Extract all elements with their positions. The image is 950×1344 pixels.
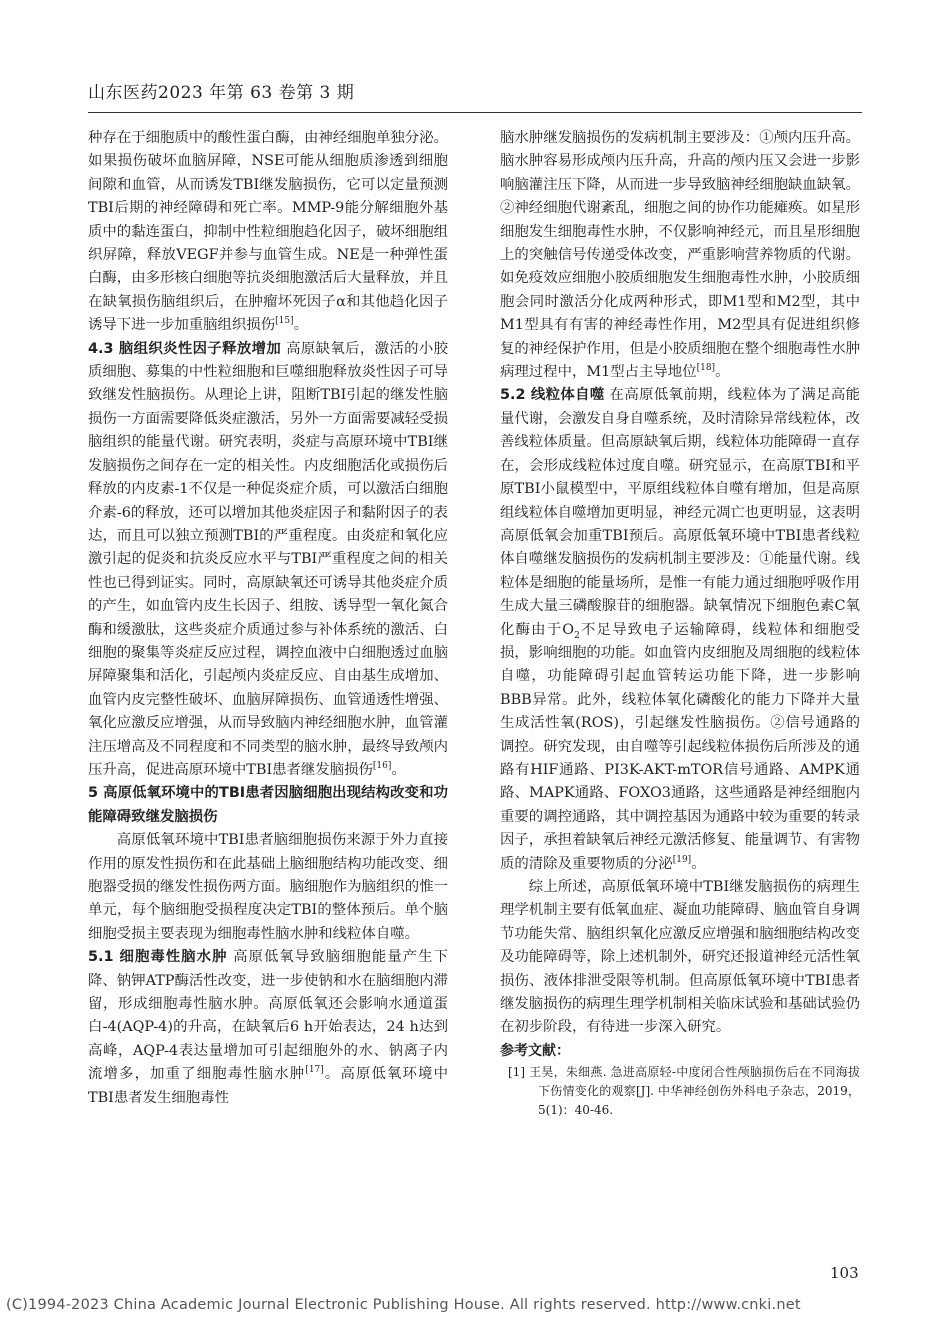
citation-18[interactable]: [18]	[696, 363, 716, 374]
copyright-line: (C)1994-2023 China Academic Journal Electronic Publishing House. All rights reserved. http://www.cnki.net	[6, 1297, 801, 1313]
section-5-title: 5 高原低氧环境中的TBI患者因脑细胞出现结构改变和功能障碍致继发脑损伤	[88, 785, 448, 825]
page-number: 103	[830, 1264, 859, 1282]
journal-header: 山东医药2023 年第 63 卷第 3 期	[88, 83, 355, 103]
section-4-3-title: 4.3 脑组织炎性因子释放增加	[88, 340, 282, 357]
section-5-1-title: 5.1 细胞毒性脑水肿	[88, 949, 228, 966]
section-5-1: 5.1 细胞毒性脑水肿 高原低氧导致脑细胞能量产生下降、钠钾ATP酶活性改变，进一步使钠和水在脑细胞内滞留，形成细胞毒性脑水肿。高原低氧还会影响水通道蛋白-4(AQP-4)的升高，在缺氧后6 h开始表达，24 h达到高峰，AQP-4表达量增加可引起细胞外的水、钠离子内流增多，加重了细胞毒性脑水肿[17]。高原低氧环境中TBI患者发生细胞毒性	[88, 949, 448, 1106]
header-rule	[88, 112, 862, 113]
reference-item: [1] 王昊，朱细燕. 急进高原轻-中度闭合性颅脑损伤后在不同海拔下伤情变化的观察[J]. 中华神经创伤外科电子杂志，2019，5(1)：40-46.	[508, 1065, 860, 1118]
citation-16[interactable]: [16]	[372, 761, 392, 772]
section-4-3: 4.3 脑组织炎性因子释放增加 高原缺氧后，激活的小胶质细胞、募集的中性粒细胞和巨噬细胞释放炎性因子可导致继发性脑损伤。从理论上讲，阻断TBI引起的继发性脑损伤一方面需要降低炎症激活，另外一方面需要减轻受损脑组织的能量代谢。研究表明，炎症与高原环境中TBI继发脑损伤之间存在一定的相关性。内皮细胞活化或损伤后释放的内皮素-1不仅是一种促炎症介质，可以激活白细胞介素-6的释放，还可以增加其他炎症因子和黏附因子的表达，而且可以独立预测TBI的严重程度。由炎症和氧化应激引起的促炎和抗炎反应水平与TBI严重程度之间的相关性也已得到证实。同时，高原缺氧还可诱导其他炎症介质的产生，如血管内皮生长因子、组胺、诱导型一氧化氮合酶和缓激肽，这些炎症介质通过参与补体系统的激活、白细胞的聚集等炎症反应过程，调控血液中白细胞透过血脑屏障聚集和活化，引起颅内炎症反应、自由基生成增加、血管内皮完整性破坏、血脑屏障损伤、血管通透性增强、氧化应激反应增强，从而导致脑内神经细胞水肿，血管灌注压增高及不同程度和不同类型的脑水肿，最终导致颅内压升高，促进高原环境中TBI患者继发脑损伤[16]。	[88, 340, 448, 778]
citation-15[interactable]: [15]	[275, 316, 294, 327]
summary-paragraph: 综上所述，高原低氧环境中TBI继发脑损伤的病理生理学机制主要有低氧血症、凝血功能障碍、脑血管自身调节功能失常、脑组织氧化应激反应增强和脑细胞结构改变及功能障碍等，除上述机制外，研究还报道神经元活性氧损伤、液体排泄受限等机制。但高原低氧环境中TBI患者继发脑损伤的病理生理学机制相关临床试验和基础试验仍在初步阶段，有待进一步深入研究。	[500, 879, 860, 1036]
right-column	[500, 127, 860, 1120]
section-5-body: 高原低氧环境中TBI患者脑细胞损伤来源于外力直接作用的原发性损伤和在此基础上脑细胞结构功能改变、细胞器受损的继发性损伤两方面。脑细胞作为脑组织的惟一单元，每个脑细胞受损程度决定TBI的整体预后。单个脑细胞受损主要表现为细胞毒性脑水肿和线粒体自噬。	[88, 832, 448, 942]
citation-17[interactable]: [17]	[305, 1065, 324, 1076]
citation-19[interactable]: [19]	[672, 854, 692, 865]
section-5-2-title: 5.2 线粒体自噬	[500, 387, 605, 404]
section-5-2: 5.2 线粒体自噬 在高原低氧前期，线粒体为了满足高能量代谢，会激发自身自噬系统，及时清除异常线粒体，改善线粒体质量。但高原缺氧后期，线粒体功能障碍一直存在，会形成线粒体过度自噬。研究显示，在高原TBI和平原TBI小鼠模型中，平原组线粒体自噬有增加，但是高原组线粒体自噬增加更明显，神经元凋亡也更明显，这表明高原低氧会加重TBI预后。高原低氧环境中TBI患者线粒体自噬继发脑损伤的发病机制主要涉及：①能量代谢。线粒体是细胞的能量场所，是惟一有能力通过细胞呼吸作用生成大量三磷酸腺苷的细胞器。缺氧情况下细胞色素C氧化酶由于$O_2$不足导致电子运输障碍，线粒体和细胞受损，影响细胞的功能。如血管内皮细胞及周细胞的线粒体自噬，功能障碍引起血管转运功能下降，进一步影响BBB异常。此外，线粒体氧化磷酸化的能力下降并大量生成活性氧(ROS)，引起继发性脑损伤。②信号通路的调控。研究发现，由自噬等引起线粒体损伤后所涉及的通路有HIF通路、PI3K-AKT-mTOR信号通路、AMPK通路、MAPK通路、FOXO3通路，这些通路是神经细胞内重要的调控通路，其中调控基因为通路中较为重要的转录因子，承担着缺氧后神经元激活修复、能量调节、有害物质的清除及重要物质的分泌[19]。	[500, 387, 860, 872]
right-paragraph-1: 脑水肿继发脑损伤的发病机制主要涉及：①颅内压升高。脑水肿容易形成颅内压升高，升高的颅内压又会进一步影响脑灌注压下降，从而进一步导致脑神经细胞缺血缺氧。②神经细胞代谢紊乱，细胞之间的协作功能瘫痪。如星形细胞发生细胞毒性水肿，不仅影响神经元，而且星形细胞上的突触信号传递受体改变，严重影响营养物质的代谢。如免疫效应细胞小胶质细胞发生细胞毒性水肿，小胶质细胞会同时激活分化成两种形式，即M1型和M2型，其中M1型具有有害的神经毒性作用，M2型具有促进组织修复的神经保护作用，但是小胶质细胞在整个细胞毒性水肿病理过程中，M1型占主导地位[18]。	[500, 130, 860, 381]
left-paragraph-1: 种存在于细胞质中的酸性蛋白酶，由神经细胞单独分泌。如果损伤破坏血脑屏障，NSE可能从细胞质渗透到细胞间隙和血管，从而诱发TBI继发脑损伤，它可以定量预测TBI后期的神经障碍和死亡率。MMP-9能分解细胞外基质中的黏连蛋白，抑制中性粒细胞趋化因子，破坏细胞组织屏障，释放VEGF并参与血管生成。NE是一种弹性蛋白酶，由多形核白细胞等抗炎细胞激活后大量释放，并且在缺氧损伤脑组织后，在肿瘤坏死因子α和其他趋化因子诱导下进一步加重脑组织损伤[15]。	[88, 130, 448, 334]
left-column	[88, 127, 448, 1110]
references-title: 参考文献：	[500, 1042, 570, 1059]
